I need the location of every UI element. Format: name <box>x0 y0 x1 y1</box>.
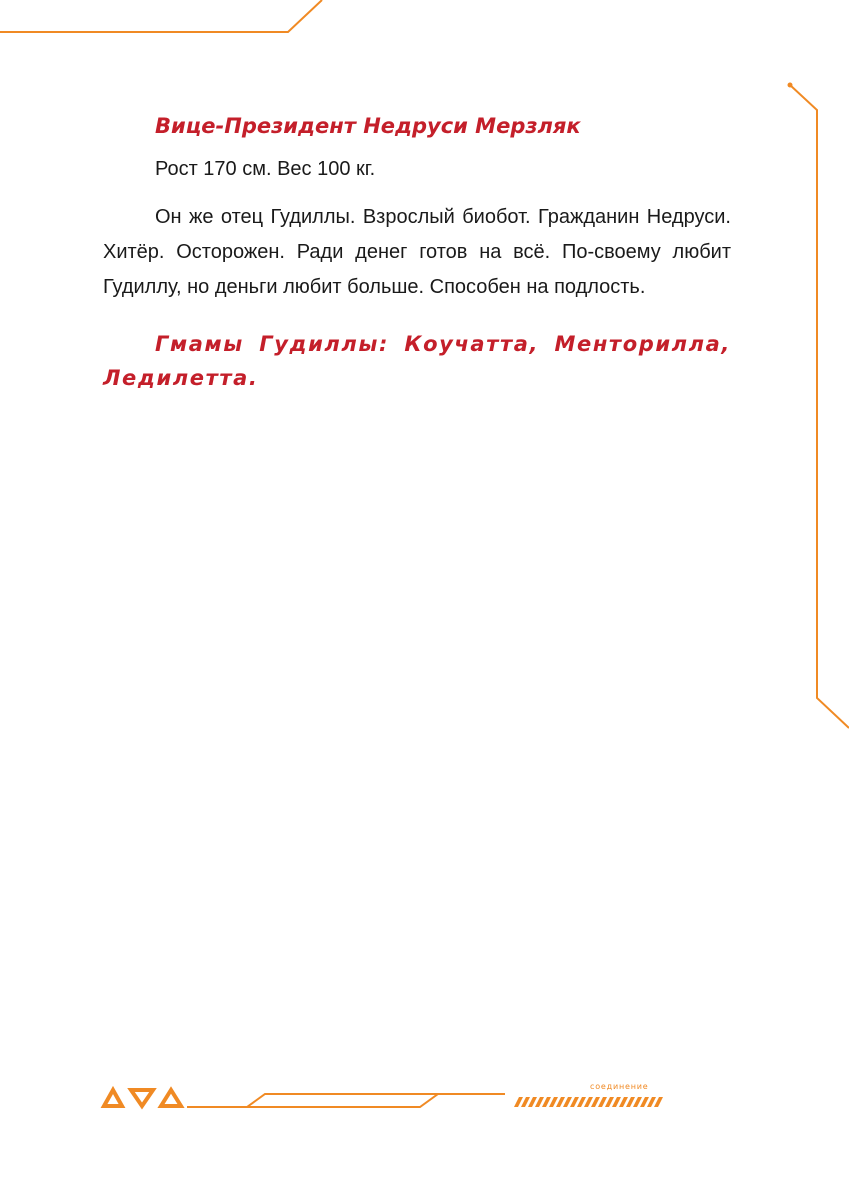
hazard-stripe <box>605 1097 614 1107</box>
hazard-stripe <box>640 1097 649 1107</box>
footer-line-upper <box>247 1094 505 1107</box>
footer-line-lower <box>187 1094 505 1107</box>
hazard-stripe <box>535 1097 544 1107</box>
hazard-stripe <box>577 1097 586 1107</box>
hazard-stripe <box>619 1097 628 1107</box>
right-frame-line <box>790 85 849 728</box>
hazard-stripe <box>514 1097 523 1107</box>
hazard-stripe <box>542 1097 551 1107</box>
character-stats: Рост 170 см. Вес 100 кг. <box>155 158 376 180</box>
character-description: Он же отец Гудиллы. Взрослый биобот. Гражданин Недруси. Хитёр. Осторожен. Ради денег готов на всё. По-своему любит Гудиллу, но деньги любит больше. Способен на подлость. <box>103 206 731 298</box>
hazard-stripe <box>591 1097 600 1107</box>
hazard-stripe <box>626 1097 635 1107</box>
hazard-stripe <box>633 1097 642 1107</box>
hazard-stripe <box>556 1097 565 1107</box>
hazard-stripe <box>612 1097 621 1107</box>
hazard-stripe <box>654 1097 663 1107</box>
hazard-stripe <box>521 1097 530 1107</box>
hazard-stripes-icon <box>514 1097 663 1107</box>
hazard-stripe <box>563 1097 572 1107</box>
hazard-stripe <box>584 1097 593 1107</box>
hazard-stripe <box>570 1097 579 1107</box>
character-heading: Вице-Президент Недруси Мерзляк <box>155 114 581 138</box>
section-heading: Гмамы Гудиллы: Коучатта, Менторилла, Ледилетта. <box>103 332 731 390</box>
text-block <box>103 108 731 395</box>
footer-label: соединение <box>590 1082 649 1091</box>
hazard-stripe <box>647 1097 656 1107</box>
hazard-stripe <box>549 1097 558 1107</box>
top-frame-line <box>0 0 322 32</box>
hazard-stripe <box>598 1097 607 1107</box>
hazard-stripe <box>528 1097 537 1107</box>
triangle-shapes-logo-icon <box>104 1090 181 1106</box>
